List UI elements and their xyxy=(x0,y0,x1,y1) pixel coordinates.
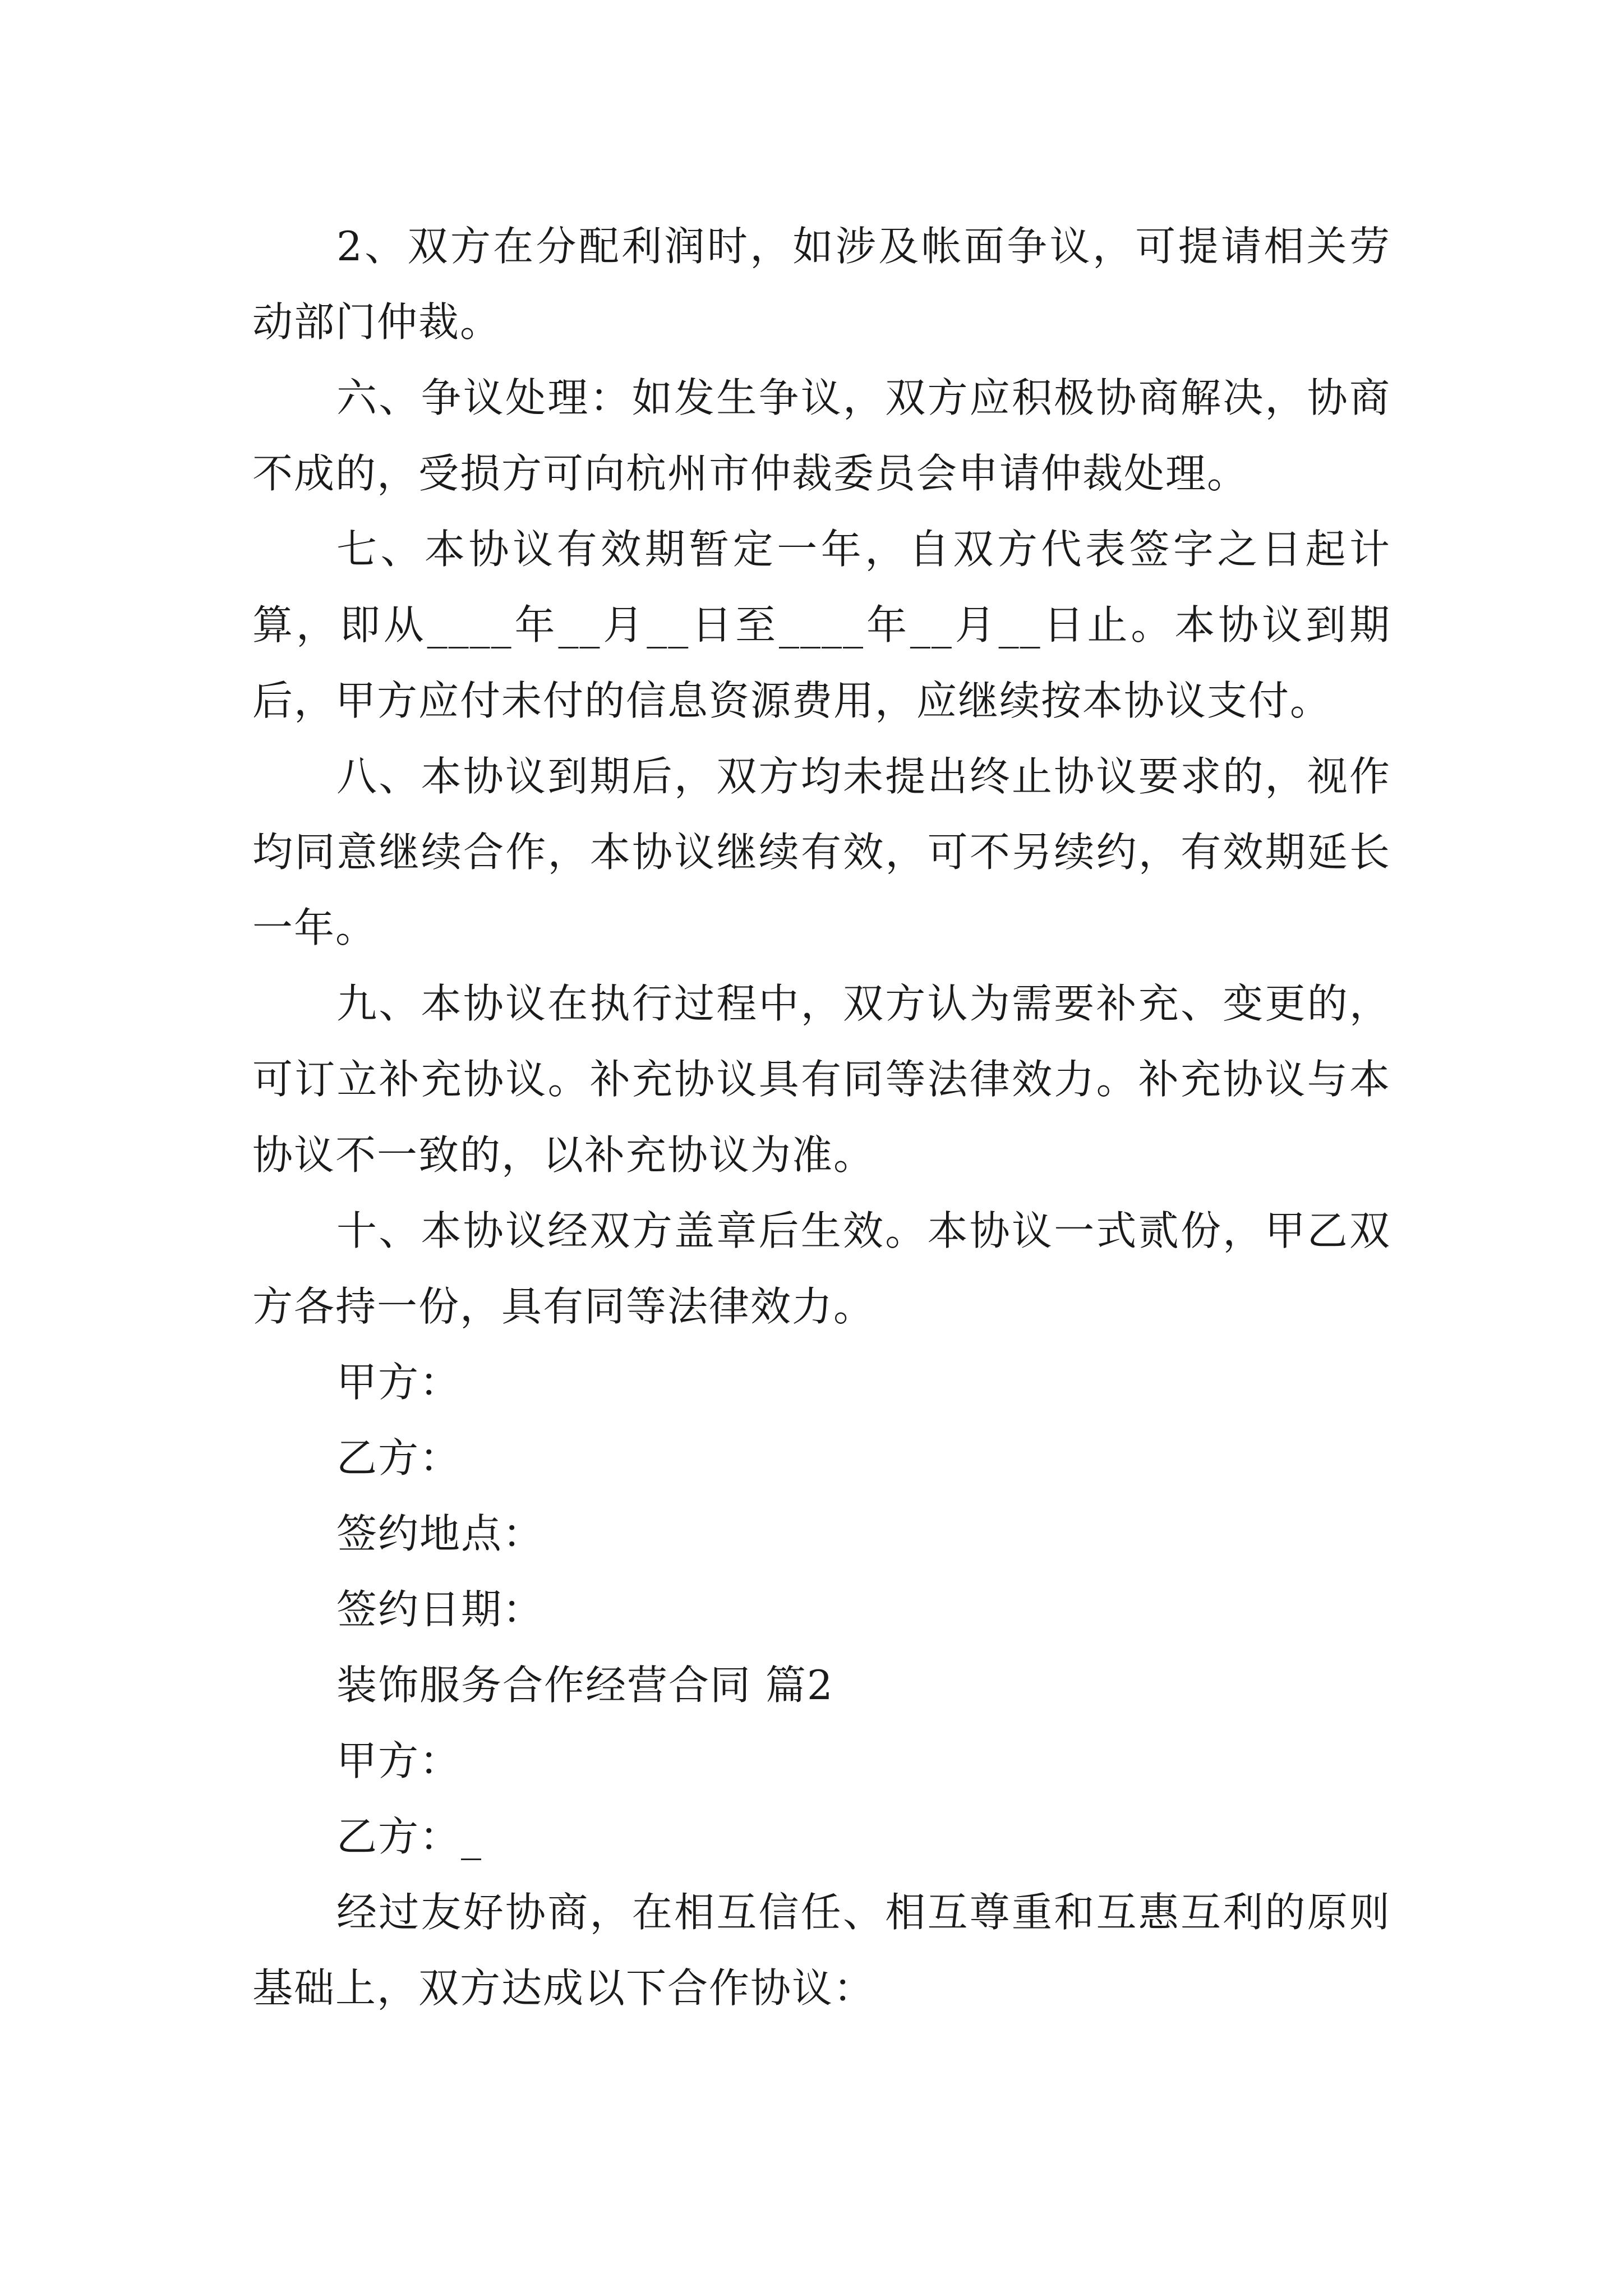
paragraph-effectiveness: 十、本协议经双方盖章后生效。本协议一式贰份，甲乙双方各持一份，具有同等法律效力。 xyxy=(252,1207,1391,1330)
paragraph-validity-period: 七、本协议有效期暂定一年，自双方代表签字之日起计算，即从____年__月__日至____年__月__日止。本协议到期后，甲方应付未付的信息资源费用，应继续按本协议支付。 xyxy=(252,526,1391,724)
signature-place: 签约地点： xyxy=(336,1510,545,1557)
signature-party-b: 乙方： xyxy=(336,1434,462,1481)
paragraph-dispute-handling: 六、争议处理：如发生争议，双方应积极协商解决，协商不成的，受损方可向杭州市仲裁委员会申请仲裁处理。 xyxy=(252,374,1391,497)
section-heading: 装饰服务合作经营合同 篇2 xyxy=(336,1662,834,1709)
paragraph-supplementary-agreement: 九、本协议在执行过程中，双方认为需要补充、变更的，可订立补充协议。补充协议具有同等法律效力。补充协议与本协议不一致的，以补充协议为准。 xyxy=(252,980,1391,1179)
signature-party-a: 甲方： xyxy=(336,1359,462,1406)
section2-party-b: 乙方：_ xyxy=(336,1813,483,1860)
section2-party-a: 甲方： xyxy=(336,1737,462,1784)
signature-date: 签约日期： xyxy=(336,1586,545,1633)
paragraph-intro: 经过友好协商，在相互信任、相互尊重和互惠互利的原则基础上，双方达成以下合作协议： xyxy=(252,1889,1391,2012)
paragraph-auto-renewal: 八、本协议到期后，双方均未提出终止协议要求的，视作均同意继续合作，本协议继续有效，可不另续约，有效期延长一年。 xyxy=(252,753,1391,951)
paragraph-profit-dispute: 2、双方在分配利润时，如涉及帐面争议，可提请相关劳动部门仲裁。 xyxy=(252,223,1391,346)
document-body xyxy=(252,209,1391,2026)
